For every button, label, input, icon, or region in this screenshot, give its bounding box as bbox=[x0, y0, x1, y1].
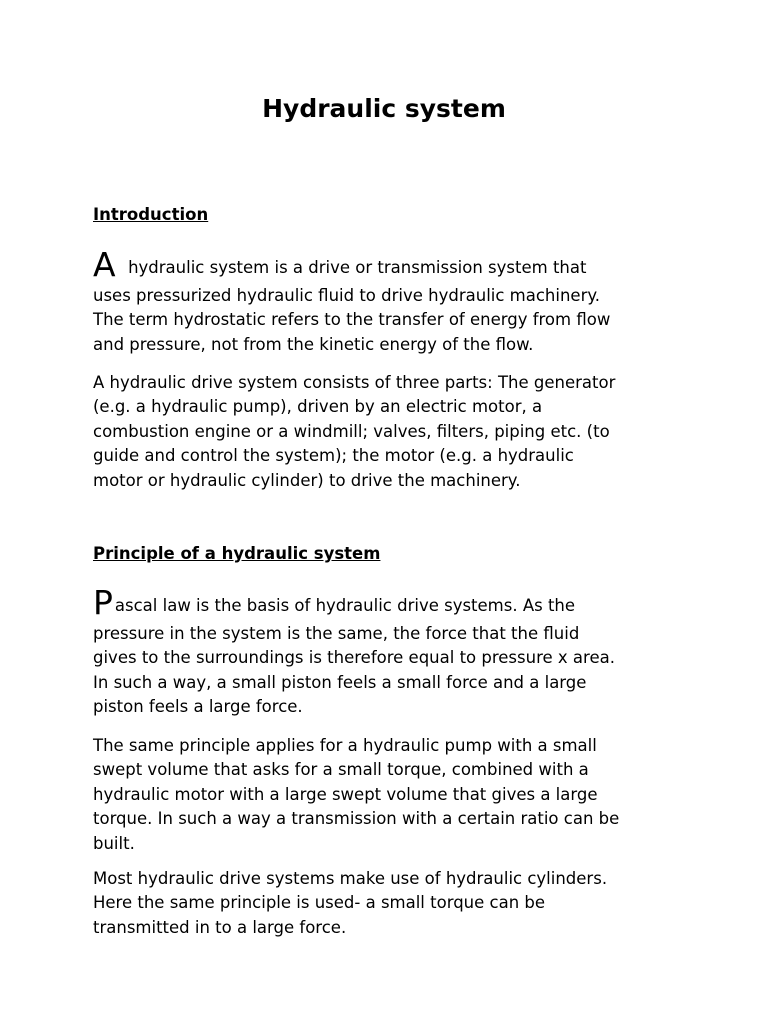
paragraph-line: torque. In such a way a transmission with a certain ratio can be bbox=[93, 809, 620, 829]
paragraph-line: hydraulic motor with a large swept volume that gives a large bbox=[93, 784, 598, 804]
paragraph-line: Here the same principle is used- a small torque can be bbox=[93, 893, 546, 913]
paragraph-line-text: ascal law is the basis of hydraulic drive systems. As the bbox=[114, 596, 576, 615]
intro-paragraph-2 bbox=[93, 371, 683, 493]
paragraph-line: The same principle applies for a hydraulic pump with a small bbox=[93, 736, 597, 755]
principle-paragraph-3 bbox=[93, 867, 683, 940]
drop-cap: A bbox=[93, 245, 116, 284]
paragraph-line: The term hydrostatic refers to the transfer of energy from flow bbox=[93, 310, 611, 330]
paragraph-line: motor or hydraulic cylinder) to drive the machinery. bbox=[93, 470, 521, 490]
paragraph-line: transmitted in to a large force. bbox=[93, 917, 347, 937]
paragraph-line: In such a way, a small piston feels a small force and a large bbox=[93, 672, 587, 692]
paragraph-line: and pressure, not from the kinetic energy of the flow. bbox=[93, 334, 534, 354]
paragraph-line: uses pressurized hydraulic fluid to drive hydraulic machinery. bbox=[93, 286, 601, 305]
intro-paragraph-1 bbox=[93, 246, 683, 357]
section-heading-principle: Principle of a hydraulic system bbox=[93, 544, 381, 563]
paragraph-line: A hydraulic drive system consists of three parts: The generator bbox=[93, 373, 616, 392]
document-title: Hydraulic system bbox=[262, 94, 506, 123]
paragraph-line bbox=[93, 246, 683, 284]
paragraph-line: guide and control the system); the motor (e.g. a hydraulic bbox=[93, 446, 574, 466]
paragraph-line: Most hydraulic drive systems make use of hydraulic cylinders. bbox=[93, 869, 608, 888]
principle-paragraph-2 bbox=[93, 734, 683, 856]
paragraph-line: piston feels a large force. bbox=[93, 697, 303, 717]
section-principle bbox=[93, 542, 683, 566]
drop-cap: P bbox=[93, 583, 113, 622]
paragraph-line: combustion engine or a windmill; valves, filters, piping etc. (to bbox=[93, 421, 610, 441]
paragraph-line: pressure in the system is the same, the force that the fluid bbox=[93, 624, 580, 643]
paragraph-line bbox=[93, 584, 683, 622]
paragraph-line-text: hydraulic system is a drive or transmission system that bbox=[117, 258, 587, 277]
paragraph-line: swept volume that asks for a small torque, combined with a bbox=[93, 760, 589, 780]
paragraph-line: (e.g. a hydraulic pump), driven by an electric motor, a bbox=[93, 397, 543, 417]
paragraph-line: gives to the surroundings is therefore equal to pressure x area. bbox=[93, 648, 615, 668]
section-introduction bbox=[93, 203, 683, 227]
paragraph-line: built. bbox=[93, 833, 135, 853]
section-heading-introduction: Introduction bbox=[93, 205, 209, 224]
principle-paragraph-1 bbox=[93, 584, 683, 720]
